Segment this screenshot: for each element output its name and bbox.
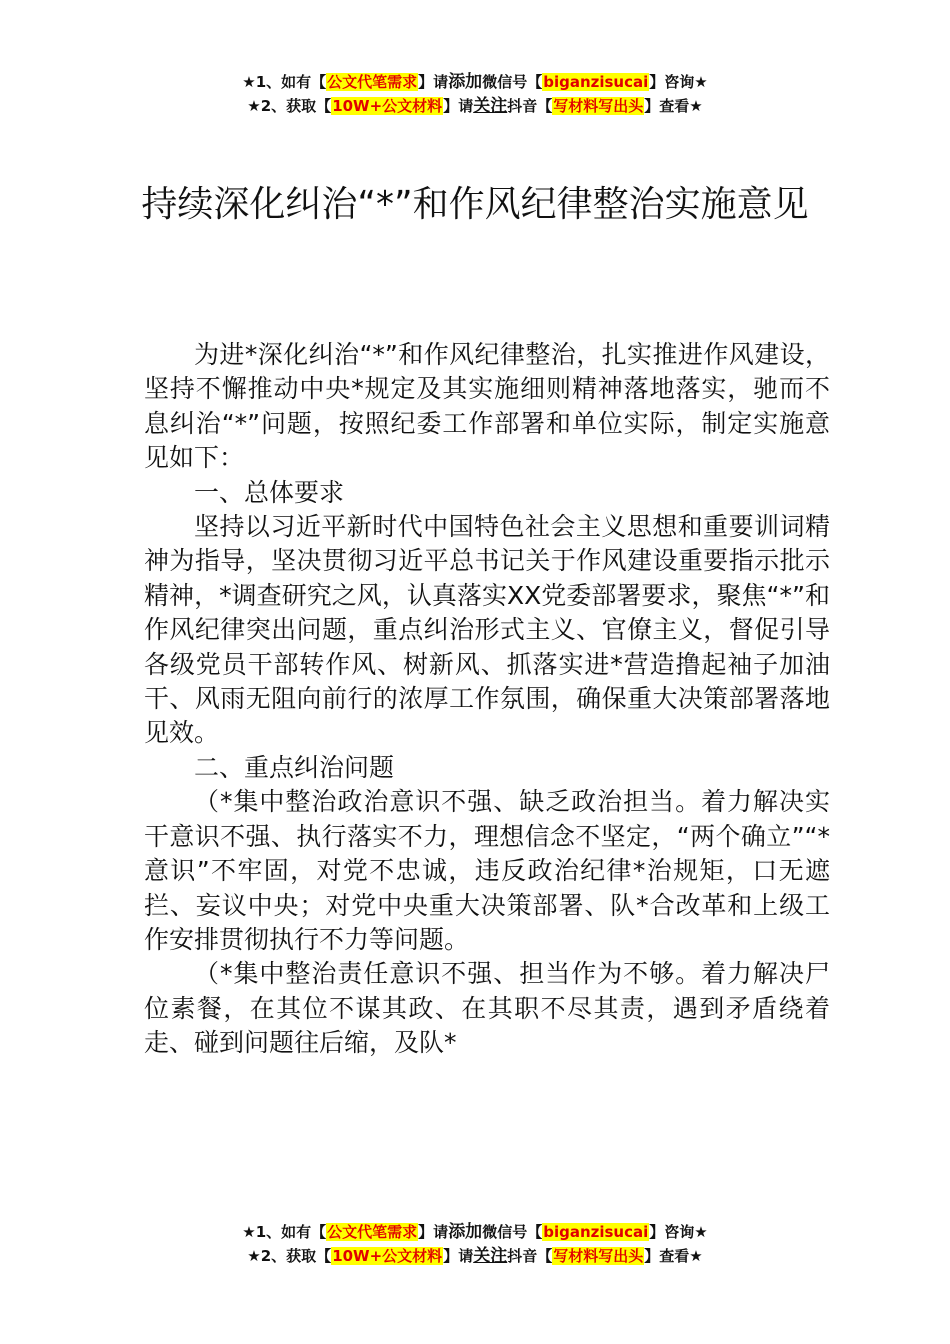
banner-line-1 bbox=[0, 70, 950, 94]
emphasis-text: 添加 bbox=[448, 1222, 483, 1242]
banner-text: 微信号【 bbox=[482, 1223, 543, 1241]
highlight-text: biganzisucai bbox=[543, 73, 649, 91]
document-body bbox=[144, 338, 830, 1061]
section-heading-2: 二、重点纠治问题 bbox=[194, 752, 395, 782]
emphasis-text: 添加 bbox=[448, 72, 483, 92]
banner-line-2 bbox=[0, 1244, 950, 1268]
paragraph-intro: 为进*深化纠治“*”和作风纪律整治，扎实推进作风建设，坚持不懈推动中央*规定及其实施细则精神落地落实，驰而不息纠治“*”问题，按照纪委工作部署和单位实际，制定实施意见如下： bbox=[144, 340, 830, 473]
banner-text: 】咨询★ bbox=[649, 73, 708, 91]
banner-text: 抖音【 bbox=[507, 97, 553, 115]
highlight-text: 写材料写出头 bbox=[553, 1247, 644, 1265]
paragraph-general-requirements: 坚持以习近平新时代中国特色社会主义思想和重要训词精神为指导，坚决贯彻习近平总书记关于作风建设重要指示批示精神，*调查研究之风，认真落实XX党委部署要求，聚焦“*”和作风纪律突出问题，重点纠治形式主义、官僚主义，督促引导各级党员干部转作风、树新风、抓落实进*营造撸起袖子加油干、风雨无阻向前行的浓厚工作氛围，确保重大决策部署落地见效。 bbox=[144, 512, 830, 748]
document-title: 持续深化纠治“*”和作风纪律整治实施意见 bbox=[141, 184, 809, 225]
paragraph-item-1: （*集中整治政治意识不强、缺乏政治担当。着力解决实干意识不强、执行落实不力，理想信念不坚定，“两个确立”“*意识”不牢固，对党不忠诚，违反政治纪律*治规矩，口无遮拦、妄议中央；对党中央重大决策部署、队*合改革和上级工作安排贯彻执行不力等问题。 bbox=[144, 787, 830, 954]
highlight-text: 公文代笔需求 bbox=[327, 73, 418, 91]
emphasis-text: 关注 bbox=[473, 96, 508, 116]
emphasis-text: 关注 bbox=[473, 1246, 508, 1266]
highlight-text: biganzisucai bbox=[543, 1223, 649, 1241]
highlight-text: 10W+公文材料 bbox=[332, 97, 443, 115]
highlight-text: 公文代笔需求 bbox=[327, 1223, 418, 1241]
banner-text: 】请 bbox=[418, 1223, 449, 1241]
banner-text: 】查看★ bbox=[644, 1247, 703, 1265]
banner-line-2 bbox=[0, 94, 950, 118]
paragraph-item-2: （*集中整治责任意识不强、担当作为不够。着力解决尸位素餐，在其位不谋其政、在其职不尽其责，遇到矛盾绕着走、碰到问题往后缩，及队* bbox=[144, 959, 830, 1058]
banner-text: 】请 bbox=[418, 73, 449, 91]
banner-text: ★2、获取【 bbox=[247, 1247, 332, 1265]
header-banner bbox=[0, 70, 950, 118]
highlight-text: 10W+公文材料 bbox=[332, 1247, 443, 1265]
banner-text: ★2、获取【 bbox=[247, 97, 332, 115]
banner-text: 微信号【 bbox=[482, 73, 543, 91]
section-heading-1: 一、总体要求 bbox=[194, 477, 345, 507]
banner-text: 】请 bbox=[443, 97, 474, 115]
highlight-text: 写材料写出头 bbox=[553, 97, 644, 115]
banner-line-1 bbox=[0, 1220, 950, 1244]
footer-banner bbox=[0, 1220, 950, 1268]
banner-text: ★1、如有【 bbox=[242, 73, 327, 91]
banner-text: 】咨询★ bbox=[649, 1223, 708, 1241]
banner-text: 抖音【 bbox=[507, 1247, 553, 1265]
banner-text: 】查看★ bbox=[644, 97, 703, 115]
banner-text: ★1、如有【 bbox=[242, 1223, 327, 1241]
banner-text: 】请 bbox=[443, 1247, 474, 1265]
